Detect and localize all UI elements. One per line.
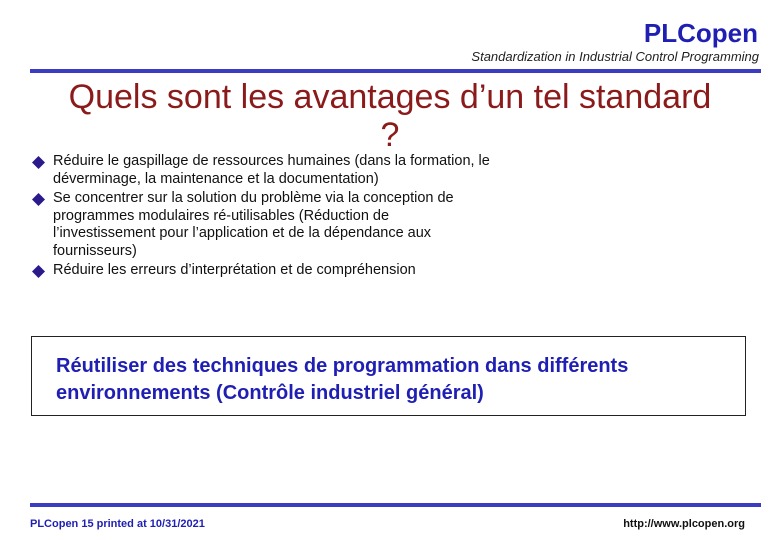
diamond-bullet-icon <box>32 265 45 278</box>
callout-text: Réutiliser des techniques de programmation dans différents environnements (Contrôle industriel général) <box>56 355 629 404</box>
footer-page-info: PLCopen 15 printed at 10/31/2021 <box>30 518 205 530</box>
footer-url-link[interactable]: http://www.plcopen.org <box>623 518 745 530</box>
bullet-text: Se concentrer sur la solution du problème via la conception de programmes modulaires ré-utilisables (Réduction de l’investissement pour l’application et de la dépendance aux fournisseurs) <box>53 190 454 259</box>
bullet-item <box>32 153 492 188</box>
bullet-item <box>32 262 492 280</box>
diamond-bullet-icon <box>32 193 45 206</box>
brand-tagline: Standardization in Industrial Control Programming <box>471 49 759 64</box>
header-divider <box>30 69 761 73</box>
diamond-bullet-icon <box>32 156 45 169</box>
footer-divider <box>30 503 761 507</box>
callout-box <box>31 336 746 416</box>
bullet-text: Réduire le gaspillage de ressources humaines (dans la formation, le déverminage, la maintenance et la documentation) <box>53 153 490 187</box>
brand-logo-text: PLCopen <box>643 18 758 48</box>
slide-title: Quels sont les avantages d’un tel standard ? <box>68 78 712 154</box>
bullet-text: Réduire les erreurs d’interprétation et de compréhension <box>53 262 416 278</box>
bullet-list <box>32 153 492 282</box>
bullet-item <box>32 190 492 260</box>
